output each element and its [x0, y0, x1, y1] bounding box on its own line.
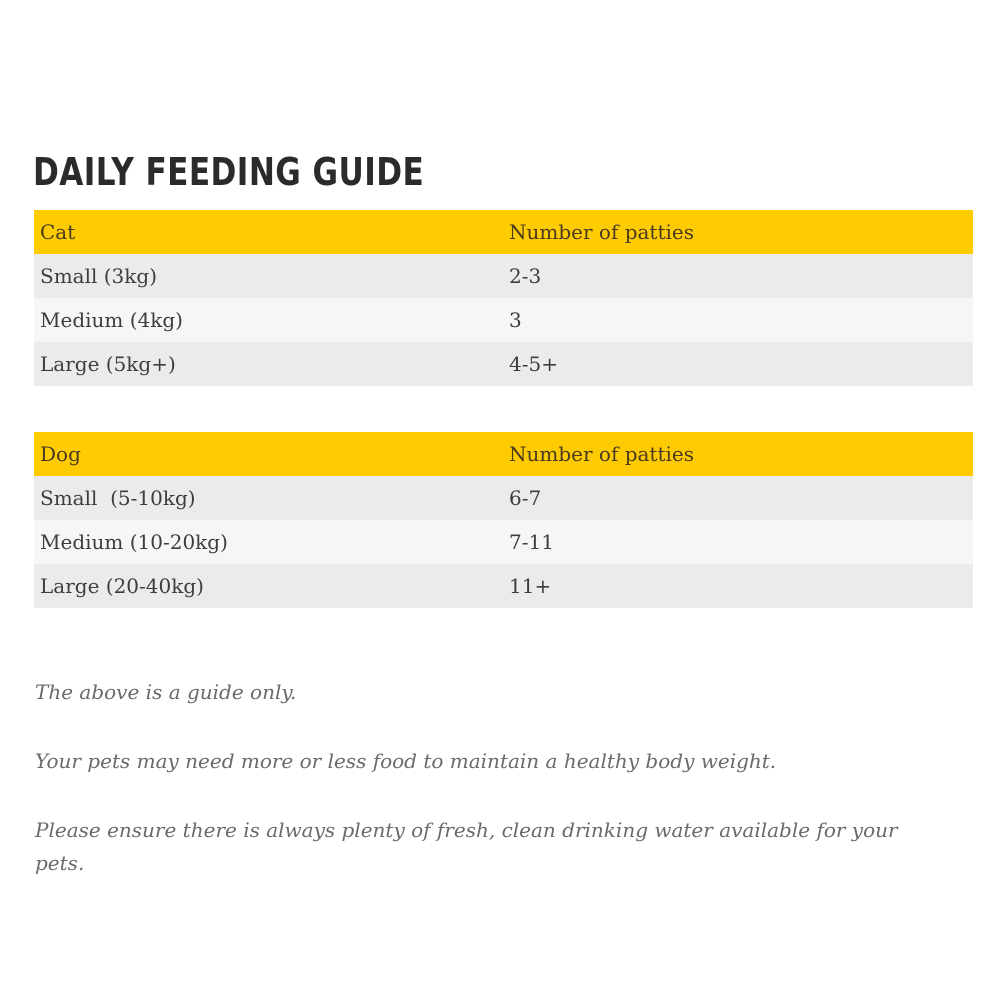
header-cell-animal: Cat: [34, 210, 503, 254]
table-row: [34, 520, 973, 564]
patties-cell: 2-3: [503, 254, 973, 298]
table-header-row: [34, 432, 973, 476]
header-cell-patties: Number of patties: [503, 432, 973, 476]
size-cell: Medium (4kg): [34, 298, 503, 342]
cat-feeding-table: [34, 210, 973, 386]
size-cell: Small (5-10kg): [34, 476, 503, 520]
patties-cell: 11+: [503, 564, 973, 608]
page-title: DAILY FEEDING GUIDE: [33, 150, 425, 194]
dog-feeding-table: [34, 432, 973, 608]
table-row: [34, 476, 973, 520]
note-body-weight: Your pets may need more or less food to maintain a healthy body weight.: [35, 749, 777, 773]
header-cell-animal: Dog: [34, 432, 503, 476]
table-row: [34, 342, 973, 386]
size-cell: Medium (10-20kg): [34, 520, 503, 564]
patties-cell: 6-7: [503, 476, 973, 520]
size-cell: Large (5kg+): [34, 342, 503, 386]
table-row: [34, 298, 973, 342]
patties-cell: 4-5+: [503, 342, 973, 386]
note-guide-only: The above is a guide only.: [35, 680, 297, 704]
patties-cell: 7-11: [503, 520, 973, 564]
size-cell: Large (20-40kg): [34, 564, 503, 608]
feeding-notes: [35, 676, 945, 916]
table-row: [34, 254, 973, 298]
header-cell-patties: Number of patties: [503, 210, 973, 254]
size-cell: Small (3kg): [34, 254, 503, 298]
table-row: [34, 564, 973, 608]
note-drinking-water: Please ensure there is always plenty of fresh, clean drinking water available for your pets.: [35, 818, 898, 875]
table-header-row: [34, 210, 973, 254]
patties-cell: 3: [503, 298, 973, 342]
